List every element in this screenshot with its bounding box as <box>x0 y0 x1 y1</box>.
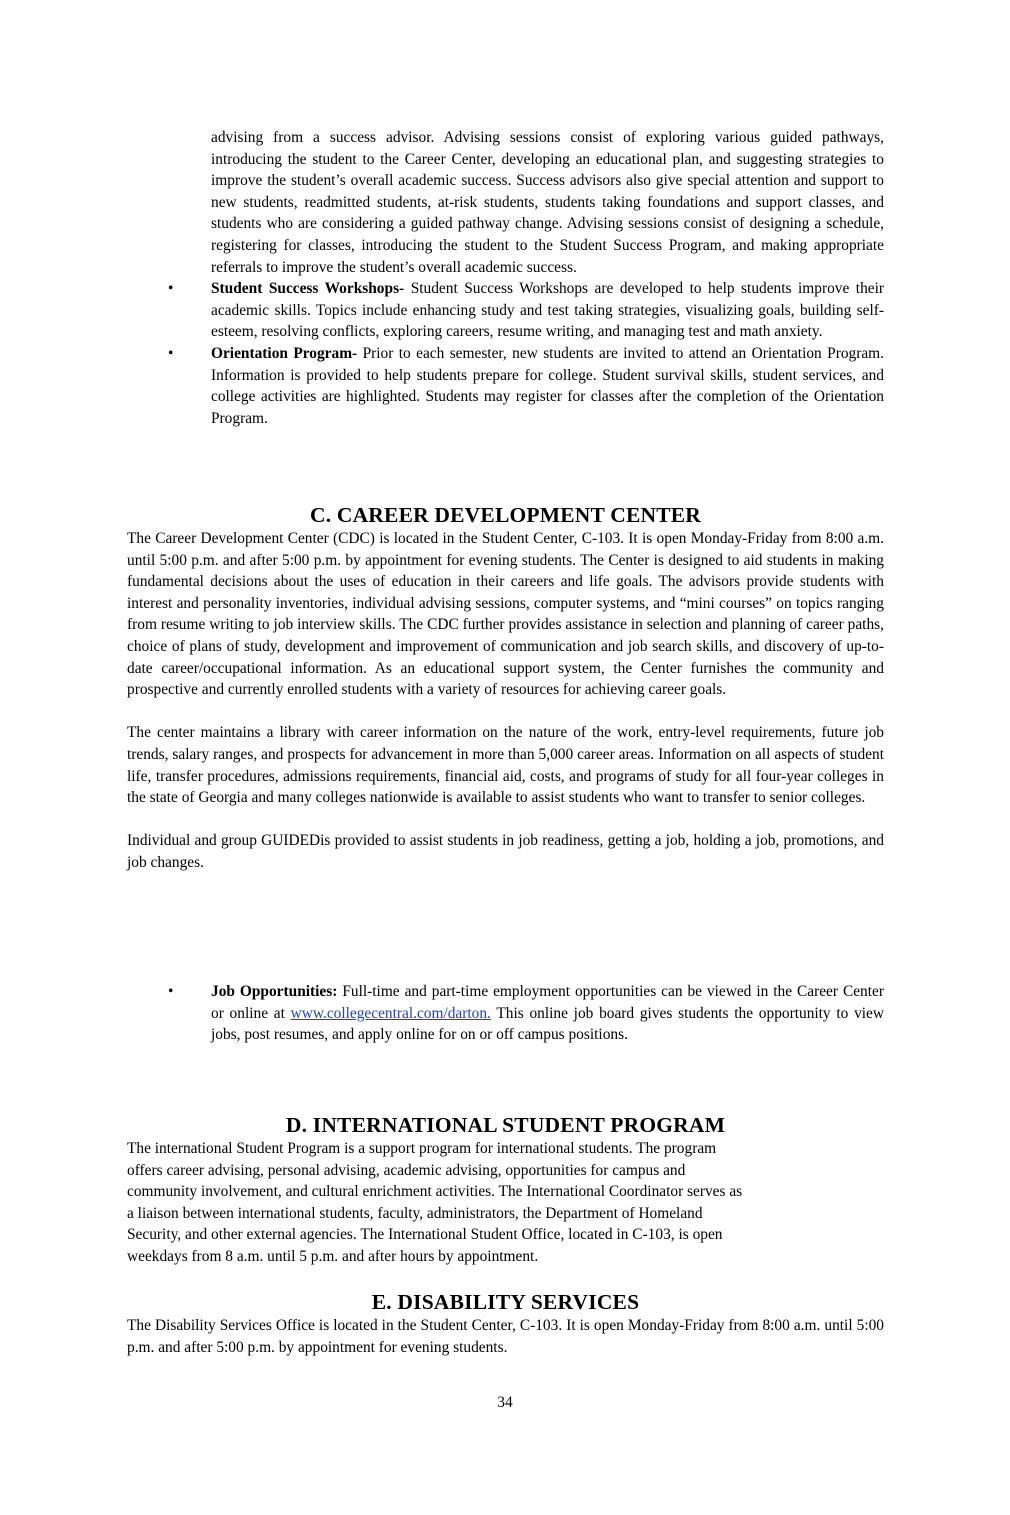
section-heading-disability: E. DISABILITY SERVICES <box>371 1290 640 1314</box>
international-line: The international Student Program is a support program for international students. The program <box>127 1140 717 1157</box>
top-bullet-list <box>168 278 884 429</box>
international-section <box>127 1112 884 1268</box>
section-heading-international: D. INTERNATIONAL STUDENT PROGRAM <box>285 1113 726 1137</box>
job-bullet-list <box>168 981 884 1046</box>
bullet-text: Full-time and part-time employment opportunities can be viewed in the Career Center or online at <box>211 983 884 1022</box>
section-heading-career: C. CAREER DEVELOPMENT CENTER <box>309 503 702 527</box>
career-paragraph-3: Individual and group GUIDEDis provided to assist students in job readiness, getting a job, holding a job, promotions, and job changes. <box>127 832 884 871</box>
bullet-icon: • <box>168 983 174 1000</box>
international-line: offers career advising, personal advising, academic advising, opportunities for campus and <box>127 1161 686 1179</box>
bullet-icon: • <box>168 280 174 298</box>
bullet-text: Prior to each semester, new students are invited to attend an Orientation Program. Information is provided to help students prepare for college. Student survival skills, student services, and college activities are highlighted. Students may register for classes after the completion of the Orientation Program. <box>211 344 884 427</box>
list-item-orientation <box>168 343 884 429</box>
page-number: 34 <box>497 1394 513 1411</box>
bullet-icon: • <box>168 344 174 362</box>
advising-section <box>168 127 884 429</box>
bullet-text-after: This online job board gives students the opportunity to view jobs, post resumes, and apply online for on or off campus positions. <box>211 1004 884 1044</box>
international-line: Security, and other external agencies. The International Student Office, located in C-103, is open <box>127 1226 723 1244</box>
bullet-term: Student Success Workshops- <box>211 280 405 298</box>
college-central-link[interactable]: www.collegecentral.com/darton. <box>290 1004 491 1022</box>
international-paragraph <box>127 1138 884 1268</box>
disability-section <box>127 1289 884 1358</box>
international-line: community involvement, and cultural enrichment activities. The International Coordinator serves as <box>127 1183 743 1201</box>
career-section <box>127 502 884 874</box>
career-paragraph-2: The center maintains a library with career information on the nature of the work, entry-level requirements, future job trends, salary ranges, and prospects for advancement in more than 5,000 career areas. Information on all aspects of student life, transfer procedures, admissions requirements, financial aid, costs, and programs of study for all four-year colleges in the state of Georgia and many colleges nationwide is available to assist students who want to transfer to senior colleges. <box>127 724 884 807</box>
list-item-workshops <box>168 278 884 343</box>
bullet-term: Orientation Program- <box>211 344 358 362</box>
international-line: a liaison between international students, faculty, administrators, the Department of Homeland <box>127 1204 703 1222</box>
list-item-job-opportunities <box>168 981 884 1046</box>
international-line: weekdays from 8 a.m. until 5 p.m. and after hours by appointment. <box>127 1247 539 1265</box>
bullet-text: Student Success Workshops are developed to help students improve their academic skills. Topics include enhancing study and test taking strategies, visualizing goals, building self-esteem, resolving conflicts, exploring careers, resume writing, and managing test and math anxiety. <box>211 280 884 341</box>
bullet-term: Job Opportunities: <box>211 983 338 1000</box>
career-paragraph-1: The Career Development Center (CDC) is located in the Student Center, C-103. It is open Monday-Friday from 8:00 a.m. until 5:00 p.m. and after 5:00 p.m. by appointment for evening students. The Center is designed to aid students in making fundamental decisions about the uses of education in their careers and life goals. The advisors provide students with interest and personality inventories, individual advising sessions, computer systems, and “mini courses” on topics ranging from resume writing to job interview skills. The CDC further provides assistance in selection and planning of career paths, choice of plans of study, development and improvement of communication and job search skills, and discovery of up-to-date career/occupational information. As an educational support system, the Center furnishes the community and prospective and currently enrolled students with a variety of resources for achieving career goals. <box>127 530 884 699</box>
intro-paragraph: advising from a success advisor. Advising sessions consist of exploring various guided pathways, introducing the student to the Career Center, developing an educational plan, and suggesting strategies to improve the student’s overall academic success. Success advisors also give special attention and support to new students, readmitted students, at-risk students, students taking foundations and support classes, and students who are considering a guided pathway change. Advising sessions consist of designing a schedule, registering for classes, introducing the student to the Student Success Program, and making appropriate referrals to improve the student’s overall academic success. <box>211 129 884 276</box>
job-bullet-block <box>168 981 884 1046</box>
disability-paragraph: The Disability Services Office is located in the Student Center, C-103. It is open Monday-Friday from 8:00 a.m. until 5:00 p.m. and after 5:00 p.m. by appointment for evening students. <box>127 1317 884 1356</box>
